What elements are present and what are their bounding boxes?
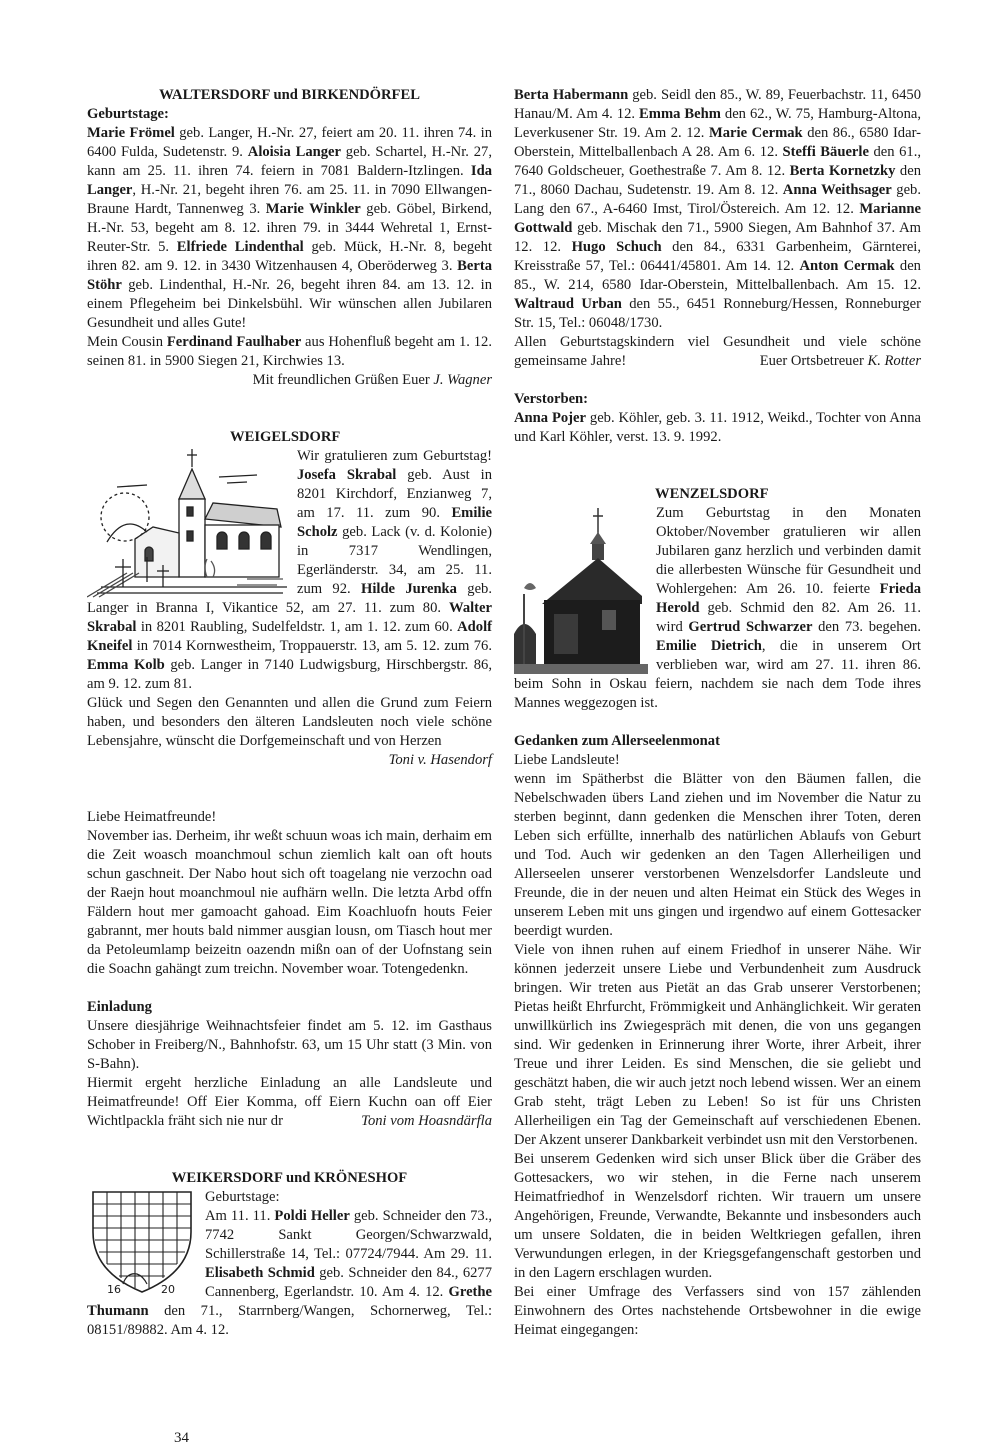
person-name: Walter Skrabal [87, 600, 492, 635]
person-name: Anna Weithsager [782, 182, 892, 198]
right-column [514, 86, 921, 1340]
person-name: Grethe Thumann [87, 1284, 492, 1319]
einladung-heading: Einladung [87, 999, 152, 1015]
closing-text: Mit freundlichen Grüßen Euer [252, 372, 430, 388]
signature: K. Rotter [867, 353, 921, 369]
person-name: Berta Kornetzky [789, 163, 896, 179]
text-run: den 71., Starrnberg/Wangen, Schornerweg, Tel.: 08151/89882. Am 4. 12. [87, 1303, 492, 1338]
wish-text: Glück und Segen den Genannten und allen die Grund zum Feiern haben, und besonders den älteren Landsleuten noch viele schöne Lebensjahre, wünscht die Dorfgemeinschaft und von Herzen [87, 695, 492, 749]
dialect-greeting: Liebe Heimatfreunde! [87, 809, 217, 825]
person-name: Josefa Skrabal [297, 467, 397, 483]
text-run: Am 11. 11. [205, 1208, 275, 1224]
text-run: den 86., 6580 Idar-Oberstein, Mittelballenbach A 28. Am 6. 12. [514, 125, 921, 160]
text-run: in 7014 Kornwestheim, Troppauerstr. 13, am 5. 12. zum 76. [132, 638, 492, 654]
person-name: Hugo Schuch [571, 239, 662, 255]
gedanken-paragraph-4: Bei einer Umfrage des Verfassers sind von 157 zählenden Einwohnern des Ortes nachstehende Ortsbewohner in die ewige Heimat eingegangen: [514, 1284, 921, 1338]
einladung-text-2 [87, 1074, 492, 1131]
text-run: Zum Geburtstag in den Monaten Oktober/November gratulieren wir allen Jubilaren ganz herzlich und verbinden damit die allerbesten Wünsche für Gesundheit und Wohlergehen: Am 26. 10. feierte [656, 505, 921, 597]
text-run: den 61., 7640 Goldscheuer, Goethestraße 7. Am 8. 12. [514, 144, 922, 179]
person-name: Emma Kolb [87, 657, 165, 673]
section-heading: Geburtstage: [205, 1189, 280, 1205]
person-name: Poldi Heller [274, 1208, 350, 1224]
church-illustration [87, 447, 291, 599]
person-name: Marie Frömel [87, 125, 175, 141]
section-heading: Geburtstage: [87, 106, 169, 122]
chapel-photo-icon [514, 504, 648, 674]
text-run: geb. Langer in 7140 Ludwigsburg, Hirschbergstr. 86, am 9. 12. zum 81. [87, 657, 492, 692]
einladung-text: Unsere diesjährige Weihnachtsfeier findet am 5. 12. im Gasthaus Schober in Freiberg/N., Bahnhofstr. 63, um 15 Uhr statt (3 Min. von S-Bahn). [87, 1018, 492, 1072]
signature: Toni v. Hasendorf [388, 752, 492, 768]
birthday-list-continued [514, 86, 921, 333]
gedanken-heading: Gedanken zum Allerseelenmonat [514, 733, 720, 749]
text-run: den 55., 6451 Ronneburg/Hessen, Ronneburger Str. 15, Tel.: 06048/1730. [514, 296, 921, 331]
text-run: geb. Lindenthal, H.-Nr. 26, begeht ihren 84. am 13. 12. in einem Pflegeheim bei Dinkelsbühl. Wir wünschen allen Jubilaren Gesundheit und alles Gute! [87, 277, 492, 331]
died-heading: Verstorben: [514, 391, 589, 407]
text-run: , H.-Nr. 21, begeht ihren 76. am 25. 11. in 7090 Ellwangen-Braune Hardt, Tannenweg 3. [87, 182, 492, 217]
section-title: WEIGELSDORF [230, 429, 341, 445]
gedanken-paragraph-3: Bei unserem Gedenken wird sich unser Blick über die Gräber des Gottesackers, wo wir stehen, in die Ferne nach unserem Heimatfriedhof in Wenzelsdorf richten. Wir trauern um unsere Angehörigen, Freunde, Verwandte, Bekannte und insbesonders auch um unsere Soldaten, die in beiden Weltkriegen gefallen, ihren Verwundungen erlegen, in der Kriegsgefangenschaft gestorben und in den Lagern erschlagen wurden. [514, 1151, 921, 1281]
section-waltersdorf [87, 86, 492, 390]
text-run: geb. Lang den 67., A-6460 Imst, Tirol/Östereich. Am 12. 12. [514, 182, 921, 217]
person-name: Ida Langer [87, 163, 492, 198]
text-run: geb. Seidl den 85., W. 89, Feuerbachstr. 11, 6450 Hanau/M. Am 4. 12. [514, 87, 921, 122]
text-run: geb. Langer in Branna I, Vikantice 52, am 27. 11. zum 80. [87, 581, 493, 616]
section-weigelsdorf [87, 428, 492, 1131]
coat-of-arms [87, 1188, 197, 1298]
text-run: geb. Schneider den 73., 7742 Sankt Georgen/Schwarzwald, Schillerstraße 14, Tel.: 07724/7944. Am 29. 11. [205, 1208, 492, 1262]
person-name: Ferdinand Faulhaber [166, 334, 302, 350]
text-run: den 62., W. 75, Hamburg-Altona, Leverkusener Str. 19. Am 2. 12. [514, 106, 921, 141]
person-name: Elfriede Lindenthal [176, 239, 304, 255]
person-name: Steffi Bäuerle [782, 144, 869, 160]
gedanken-paragraph-1: wenn im Spätherbst die Blätter von den Bäumen fallen, die Nebelschwaden übers Land ziehen und im November die Natur zu sterben beginnt, dann gedenken die Menschen ihrer Toten, deren Leben sich erfüllte, innerhalb des natürlichen Ablaufs von Geburt und Tod. Auch wir gedenken an den Tagen Allerheiligen und Allerseelen unserer verstorbenen Wenzelsdorfer Landsleute und Freunde, die in der neuen und alten Heimat ein Stück des Weges in unserem Leben mit uns gingen und irgendwo auf einem Gottesacker beerdigt wurden. [514, 771, 921, 939]
person-name: Emilie Scholz [297, 505, 492, 540]
text-run: geb. Schneider den 84., 6277 Cannenberg, Egerlandstr. 10. Am 4. 12. [205, 1265, 493, 1300]
section-weikersdorf [87, 1169, 492, 1340]
section-title: WENZELSDORF [655, 486, 769, 502]
section-title: WALTERSDORF und BIRKENDÖRFEL [159, 87, 420, 103]
text-run: aus Hohenfluß begeht am 1. 12. seinen 81. in 5900 Siegen 21, Kirchwies 13. [87, 334, 492, 369]
signature: Toni vom Hoasndärfla [361, 1113, 492, 1129]
text-run: den 73. begehen. [812, 619, 921, 635]
person-name: Emilie Dietrich [656, 638, 762, 654]
crest-shield-icon [87, 1188, 197, 1298]
person-name: Marianne Gottwald [514, 201, 921, 236]
wish-body: Allen Geburtstagskindern viel Gesundheit und viele schöne gemeinsame Jahre! [514, 334, 921, 369]
text-run: , die in unserem Ort verblieben war, wird am 27. 11. ihren 86. beim Sohn in Oskau feiern, nachdem sie nach dem Tode ihres Mannes weggezogen ist. [514, 638, 921, 711]
person-name: Waltraud Urban [514, 296, 622, 312]
crest-year-right: 20 [161, 1283, 175, 1296]
text-run: geb. Mück, H.-Nr. 8, begeht ihren 82. am 9. 12. in 3430 Witzenhausen 4, Oberöderweg 3. [87, 239, 493, 274]
text-run: geb. Schartel, H.-Nr. 27, kann am 25. 11. ihren 74. feiern in 7081 Baldern-Itzlingen. [87, 144, 492, 179]
text-run: geb. Mischak den 71., 5900 Siegen, Am Bahnhof 37. Am 12. 12. [514, 220, 921, 255]
crest-year-left: 16 [107, 1283, 121, 1296]
church-drawing-icon [87, 447, 291, 599]
person-name: Hilde Jurenka [360, 581, 457, 597]
birthday-list [87, 124, 492, 333]
text-run: den 84., 6331 Garbenheim, Gärnterei, Kreisstraße 57, Tel.: 06441/45801. Am 14. 12. [514, 239, 921, 274]
page-number: 34 [174, 1430, 189, 1446]
person-name: Berta Habermann [514, 87, 629, 103]
closing-text: Euer Ortsbetreuer [759, 353, 864, 369]
text-run: geb. Köhler, geb. 3. 11. 1912, Weikd., Tochter von Anna und Karl Köhler, verst. 13. 9. 1992. [514, 410, 921, 445]
died-list [514, 409, 921, 447]
person-name: Emma Behm [639, 106, 721, 122]
text-run: geb. Langer, H.-Nr. 27, feiert am 20. 11. ihren 74. in 6400 Fulda, Sudetenstr. 9. [87, 125, 493, 160]
closing-line [87, 371, 492, 390]
section-weikersdorf-continued [514, 86, 921, 447]
section-title: WEIKERSDORF und KRÖNESHOF [171, 1170, 408, 1186]
text-run: geb. Göbel, Birkend, H.-Nr. 53, begeht am 8. 12. ihren 79. in 3444 Wehretal 1, Ernst-Reuter-Str. 5. [87, 201, 492, 255]
chapel-photo [514, 504, 648, 674]
person-name: Berta Stöhr [87, 258, 492, 293]
text-run: den 71., 8060 Dachau, Sudetenstr. 19. Am 8. 12. [514, 163, 921, 198]
text-run: geb. Schmid den 82. Am 26. 11. wird [656, 600, 921, 635]
signature: J. Wagner [433, 372, 492, 388]
person-name: Gertrud Schwarzer [688, 619, 813, 635]
person-name: Anna Pojer [514, 410, 586, 426]
person-name: Marie Winkler [265, 201, 361, 217]
person-name: Adolf Kneifel [87, 619, 492, 654]
gedanken-paragraph-2: Viele von ihnen ruhen auf einem Friedhof in unserer Nähe. Wir können jederzeit unsere Liebe und Verbundenheit zum Ausdruck bringen. Wir treten aus Pietät an das Grab unserer Verstorbenen; Pietas heißt Ehrfurcht, Frömmigkeit und Anhänglichkeit. Wir geraten unwillkürlich ins Zwiegespräch mit denen, die von uns gegangen sind. Wir gedenken in Erinnerung ihrer Worte, ihrer Arbeit, ihrer Treue und ihrer Leiden. Es sind Menschen, die sie geliebt und geschätzt haben, die wir auch jetzt noch lebend wissen. Wer an einem Grab steht, trägt Leben zu Leben! So ist für uns Christen Allerheiligen ein Tag der Gemeinschaft auf verschiedenen Ebenen. Der Akzent unserer Dankbarkeit verbindet usn mit den Verstorbenen. [514, 942, 921, 1148]
person-name: Aloisia Langer [247, 144, 341, 160]
person-name: Frieda Herold [656, 581, 921, 616]
text-run: geb. Aust in 8201 Kirchdorf, Enzianweg 7, am 17. 11. zum 90. [297, 467, 492, 521]
dialect-text: November ias. Derheim, ihr weßt schuun woas ich main, derhaim em die Zeit woasch moanchmoul schun ziemlich kalt oan oft houts schun gaschneit. Der Nabo hout sich oft toagelang nie verzochn oad der Raejn hout moanchmoul nie aufhärn welln. Die letzta Arbd offn Fäldern hout mer gamoacht gahoad. Eim Koachluofn houts Feier gabrannt, mer houts bald nimmer ausgian lousn, om Tiasch hout mer da Petoleumlamp beizeitn oazendn mißn oan of der Uofnstang sein die Soachn gahängt zum treichn. November woar. Totengedenkn. [87, 828, 492, 977]
closing-line [760, 352, 921, 371]
section-wenzelsdorf [514, 485, 921, 1340]
text-run: geb. Lack (v. d. Kolonie) in 7317 Wendlingen, Egerländerstr. 34, am 25. 11. zum 92. [297, 524, 492, 597]
left-column [87, 86, 493, 1446]
person-name: Marie Cermak [708, 125, 803, 141]
cousin-note [87, 333, 492, 371]
text-run: in 8201 Raubling, Sudelfeldstr. 1, am 1. 12. zum 60. [136, 619, 458, 635]
person-name: Anton Cermak [799, 258, 895, 274]
text-run: Wir gratulieren zum Geburtstag! [297, 448, 492, 464]
einladung-invitation: Hiermit ergeht herzliche Einladung an alle Landsleute und Heimatfreunde! Off Eier Komma, off Eiern Kuchn oan off Eier Wichtlpackla fräht sich nie nur dr [87, 1075, 492, 1129]
wish-text [514, 333, 921, 371]
text-run: den 85., W. 214, 6580 Idar-Oberstein, Mittelballenbach. Am 15. 12. [514, 258, 921, 293]
person-name: Elisabeth Schmid [205, 1265, 315, 1281]
gedanken-greeting: Liebe Landsleute! [514, 752, 620, 768]
text-run: Mein Cousin [87, 334, 167, 350]
